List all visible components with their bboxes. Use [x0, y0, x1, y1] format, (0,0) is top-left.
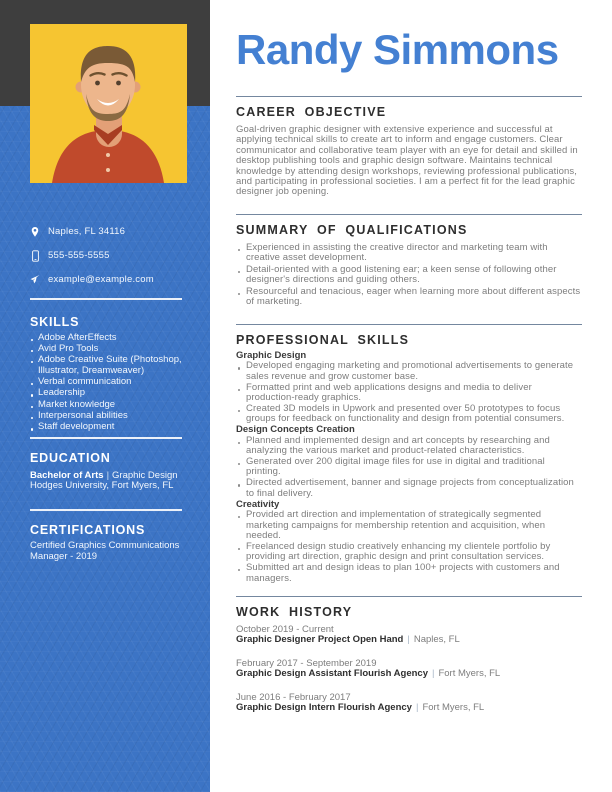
summary-list — [236, 243, 582, 307]
work-dates: February 2017 - September 2019 — [236, 657, 377, 669]
job-location: Fort Myers, FL — [422, 702, 485, 714]
separator: | — [106, 469, 110, 481]
summary-heading: SUMMARY OF QUALIFICATIONS — [236, 223, 468, 237]
skill-group-list — [236, 436, 582, 499]
education-heading: EDUCATION — [30, 450, 111, 465]
field-of-study: Graphic Design — [112, 469, 178, 481]
section-divider — [236, 596, 582, 597]
degree: Bachelor of Arts — [30, 469, 104, 481]
skill-group-item: Provided art direction and implementation of strategically segmented marketing campaigns for membership retention and acquisition, when needed. — [236, 510, 582, 541]
section-divider — [236, 96, 582, 97]
skill-item: Adobe Creative Suite (Photoshop, Illustrator, Dreamweaver) — [30, 355, 196, 377]
skill-group-item: Submitted art and design ideas to plan 100+ projects with customers and managers. — [236, 563, 582, 584]
professional-skills-heading: PROFESSIONAL SKILLS — [236, 333, 410, 347]
summary-item: Resourceful and tenacious, eager when learning more about different aspects of marketing. — [236, 287, 582, 308]
section-summary — [236, 214, 582, 308]
skill-group-name: Creativity — [236, 498, 280, 510]
skill-group-name: Graphic Design — [236, 350, 307, 361]
skill-group-item: Directed advertisement, banner and signage projects from conceptualization to final delivery. — [236, 478, 582, 499]
contact-location — [30, 226, 196, 237]
profile-photo — [30, 24, 187, 183]
job-title: Graphic Design Assistant Flourish Agency — [236, 668, 428, 680]
work-title-line — [236, 635, 582, 645]
skill-group-name: Design Concepts Creation — [236, 424, 355, 436]
skill-group-item: Generated over 200 digital image files for use in digital and traditional printing. — [236, 457, 582, 478]
skill-group-item: Created 3D models in Upwork and presented over 50 prototypes to focus groups for feedback on functionality and design from potential consumers. — [236, 404, 582, 425]
work-title-line — [236, 669, 582, 679]
sidebar-divider — [30, 509, 182, 511]
skill-group-item: Formatted print and web applications designs and media to deliver production-ready graphics. — [236, 383, 582, 404]
skills-heading: SKILLS — [30, 314, 80, 329]
education-school: Hodges University, Fort Myers, FL — [30, 480, 174, 492]
certifications-heading: CERTIFICATIONS — [30, 522, 146, 537]
contact-email — [30, 274, 196, 285]
work-entry — [236, 659, 582, 680]
contact-phone — [30, 250, 196, 261]
sidebar-divider — [30, 437, 182, 439]
section-divider — [236, 324, 582, 325]
work-entry — [236, 625, 582, 646]
job-title: Graphic Design Intern Flourish Agency — [236, 702, 412, 714]
skill-group-list — [236, 510, 582, 584]
skill-group-item: Developed engaging marketing and promotional advertisements to generate sales revenue and grow customer base. — [236, 361, 582, 382]
separator: | — [431, 668, 435, 680]
job-title: Graphic Designer Project Open Hand — [236, 634, 404, 646]
skill-item: Adobe AfterEffects — [30, 333, 196, 344]
job-location: Fort Myers, FL — [438, 668, 501, 680]
skills-list — [30, 333, 196, 434]
work-dates: October 2019 - Current — [236, 624, 334, 635]
section-career-objective — [236, 96, 582, 198]
skill-group-item: Freelanced design studio creatively enhancing my clientele portfolio by providing art direction, graphic design and print consultation services. — [236, 542, 582, 563]
name-title: Randy Simmons — [236, 26, 559, 73]
skill-item: Market knowledge — [30, 400, 196, 411]
certification-item: Certified Graphics Communications Manager - 2019 — [30, 539, 180, 562]
summary-item: Detail-oriented with a good listening ear; a keen sense of following other designer's directions and guiding others. — [236, 265, 582, 286]
separator: | — [415, 702, 419, 714]
skill-item: Staff development — [30, 422, 196, 433]
work-history-heading: WORK HISTORY — [236, 605, 353, 619]
contact-phone-text: 555-555-5555 — [48, 250, 110, 261]
main-column — [236, 0, 582, 792]
separator: | — [407, 634, 410, 646]
work-title-line — [236, 703, 582, 713]
sidebar-content — [0, 106, 210, 792]
skill-group-item: Planned and implemented design and art concepts by researching and analyzing the various market and product-related characteristics. — [236, 436, 582, 457]
sidebar — [0, 106, 210, 792]
phone-icon — [30, 250, 40, 261]
summary-item: Experienced in assisting the creative director and marketing team with creative asset development. — [236, 243, 582, 264]
contact-location-text: Naples, FL 34116 — [48, 226, 126, 237]
send-icon — [30, 274, 40, 285]
contact-email-text: example@example.com — [48, 274, 154, 285]
skill-item: Avid Pro Tools — [30, 344, 196, 355]
job-location: Naples, FL — [413, 634, 460, 646]
section-professional-skills — [236, 324, 582, 584]
skill-item: Verbal communication — [30, 377, 196, 388]
skill-item: Leadership — [30, 388, 196, 399]
skill-group-list — [236, 361, 582, 424]
location-pin-icon — [30, 226, 40, 237]
section-divider — [236, 214, 582, 215]
work-dates: June 2016 - February 2017 — [236, 691, 351, 703]
work-entry — [236, 693, 582, 714]
sidebar-divider — [30, 298, 182, 300]
skill-item: Interpersonal abilities — [30, 411, 196, 422]
section-work-history — [236, 596, 582, 726]
career-objective-heading: CAREER OBJECTIVE — [236, 105, 387, 119]
career-objective-text: Goal-driven graphic designer with extensive experience and successful at applying technical skills to create art to inform and engage customers. Clear communicator and collaborative team player with an eye for detail and skilled in desktop publishing tools and graphic design software. Maintains technical knowledge by attending design workshops, reviewing professional publications, and participating in professional societies. I am a perfect fit for the lead graphic designer job opening. — [236, 124, 578, 198]
